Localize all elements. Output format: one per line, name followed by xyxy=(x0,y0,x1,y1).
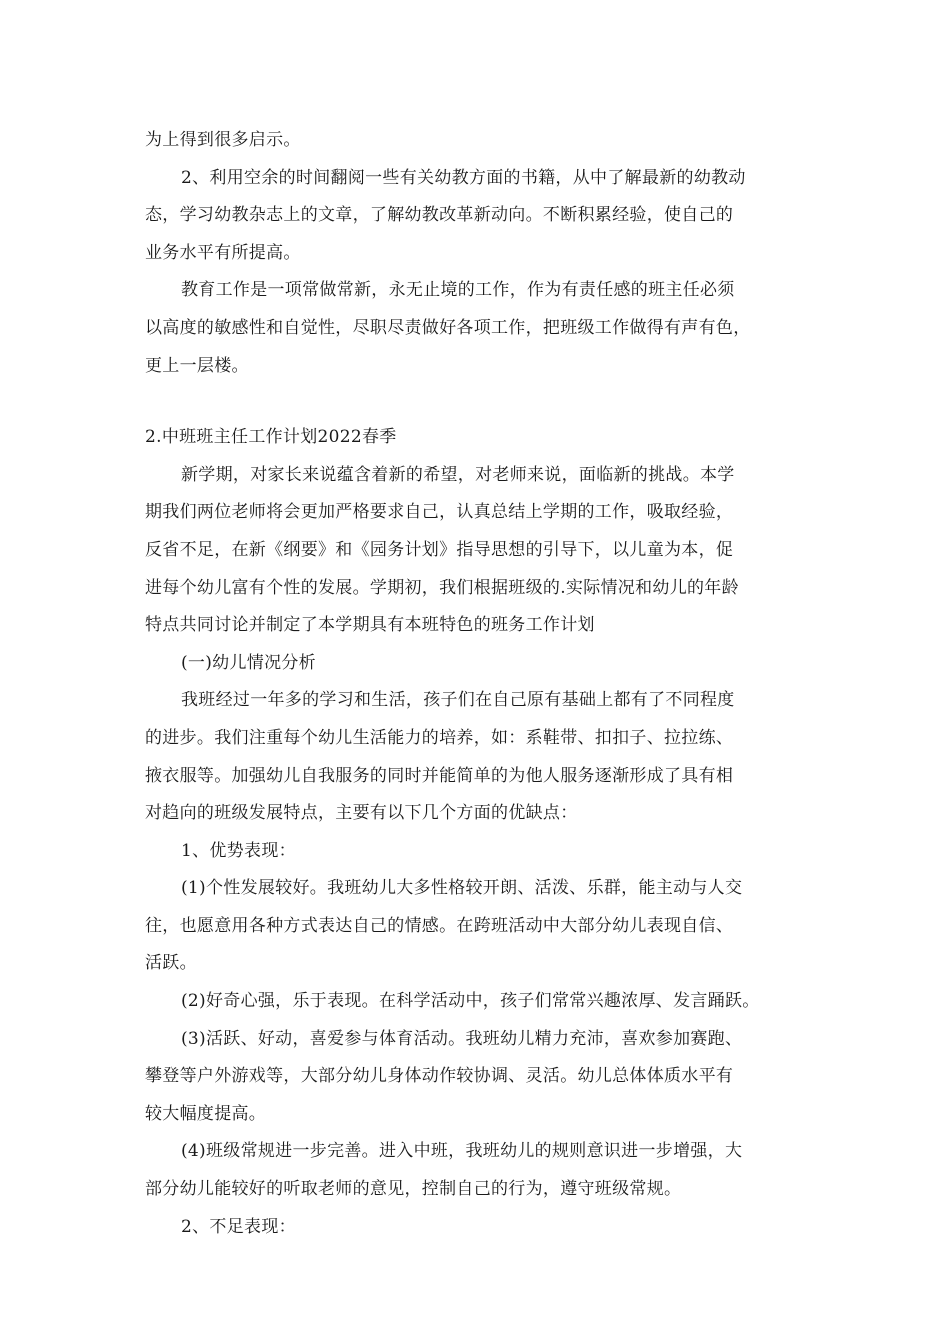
text-line: 掖衣服等。加强幼儿自我服务的同时并能简单的为他人服务逐渐形成了具有相 xyxy=(145,765,734,786)
text-line: 对趋向的班级发展特点，主要有以下几个方面的优缺点： xyxy=(145,803,578,824)
text-line: 期我们两位老师将会更加严格要求自己，认真总结上学期的工作，吸取经验， xyxy=(145,502,734,523)
subheading xyxy=(145,1209,810,1247)
text-line: 态，学习幼教杂志上的文章，了解幼教改革新动向。不断积累经验，使自己的 xyxy=(145,205,734,226)
text-line: 部分幼儿能较好的听取老师的意见，控制自己的行为，遵守班级常规。 xyxy=(145,1179,682,1200)
paragraph xyxy=(145,983,810,1021)
paragraph xyxy=(145,870,810,983)
text-line: 2、不足表现： xyxy=(181,1216,296,1237)
text-line: (1)个性发展较好。我班幼儿大多性格较开朗、活泼、乐群，能主动与人交 xyxy=(181,878,743,899)
paragraph xyxy=(145,682,810,832)
text-line: 1、优势表现： xyxy=(181,840,296,861)
text-line: 以高度的敏感性和自觉性，尽职尽责做好各项工作，把班级工作做得有声有色， xyxy=(145,317,751,338)
text-line: 教育工作是一项常做常新，永无止境的工作，作为有责任感的班主任必须 xyxy=(181,280,735,301)
text-line: 特点共同讨论并制定了本学期具有本班特色的班务工作计划 xyxy=(145,615,595,636)
text-line: 的进步。我们注重每个幼儿生活能力的培养，如：系鞋带、扣扣子、拉拉练、 xyxy=(145,727,734,748)
text-line: (一)幼儿情况分析 xyxy=(181,652,316,673)
document-body xyxy=(145,122,810,1246)
text-line: (3)活跃、好动，喜爱参与体育活动。我班幼儿精力充沛，喜欢参加赛跑、 xyxy=(181,1028,743,1049)
text-line: 反省不足，在新《纲要》和《园务计划》指导思想的引导下，以儿童为本，促 xyxy=(145,539,734,560)
text-line: 2、利用空余的时间翻阅一些有关幼教方面的书籍，从中了解最新的幼教动 xyxy=(181,167,746,188)
subheading xyxy=(145,645,810,683)
text-line: 活跃。 xyxy=(145,953,197,974)
text-line: (2)好奇心强，乐于表现。在科学活动中，孩子们常常兴趣浓厚、发言踊跃。 xyxy=(181,991,760,1012)
text-line: 攀登等户外游戏等，大部分幼儿身体动作较协调、灵活。幼儿总体体质水平有 xyxy=(145,1066,734,1087)
text-line: 业务水平有所提高。 xyxy=(145,242,301,263)
text-line: 更上一层楼。 xyxy=(145,355,249,376)
text-line: 进每个幼儿富有个性的发展。学期初，我们根据班级的.实际情况和幼儿的年龄 xyxy=(145,577,739,598)
subheading xyxy=(145,833,810,871)
text-line: 我班经过一年多的学习和生活，孩子们在自己原有基础上都有了不同程度 xyxy=(181,690,735,711)
text-line: 较大幅度提高。 xyxy=(145,1103,267,1124)
text-line: 为上得到很多启示。 xyxy=(145,130,301,150)
text-line: 新学期，对家长来说蕴含着新的希望，对老师来说，面临新的挑战。本学 xyxy=(181,464,735,485)
paragraph xyxy=(145,457,810,645)
section-spacer xyxy=(145,385,810,419)
text-line: (4)班级常规进一步完善。进入中班，我班幼儿的规则意识进一步增强，大 xyxy=(181,1141,743,1162)
paragraph xyxy=(145,160,810,273)
paragraph xyxy=(145,1133,810,1208)
paragraph xyxy=(145,1021,810,1134)
text-line: 往，也愿意用各种方式表达自己的情感。在跨班活动中大部分幼儿表现自信、 xyxy=(145,915,734,936)
paragraph xyxy=(145,272,810,385)
section-title: 2.中班班主任工作计划2022春季 xyxy=(145,427,397,448)
paragraph xyxy=(145,122,810,160)
